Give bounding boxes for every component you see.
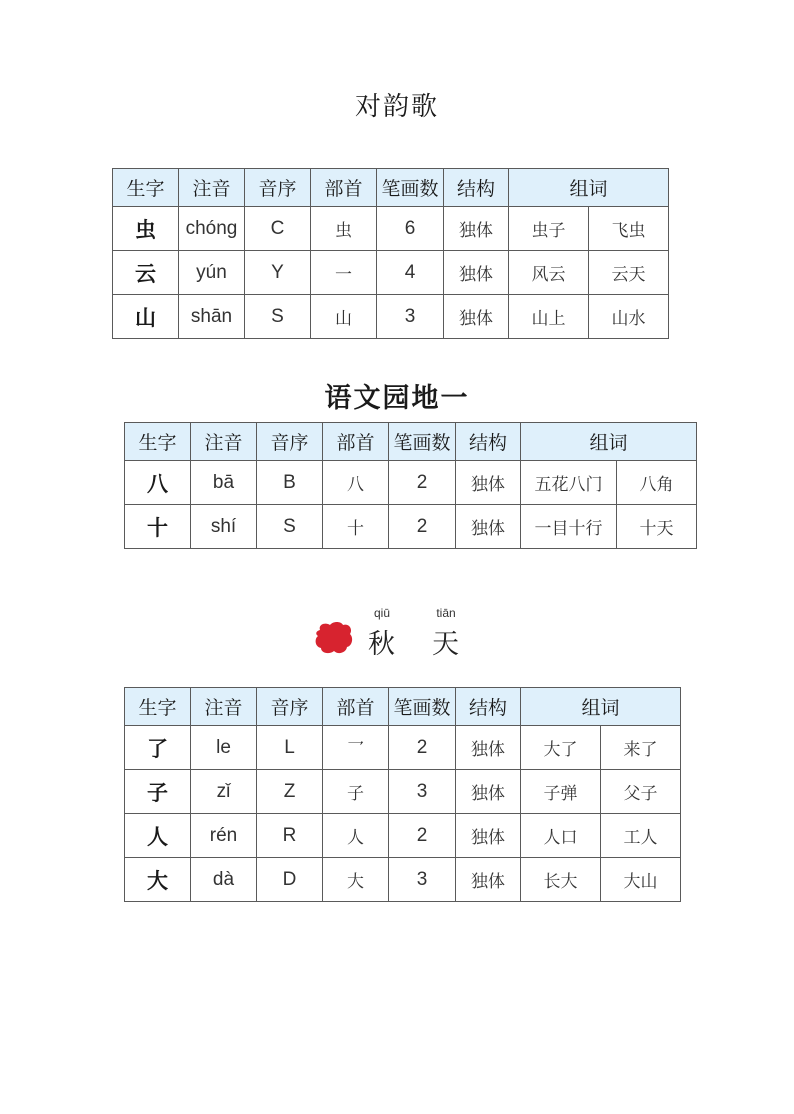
bushou-cell: 乛 [323, 726, 389, 770]
word-cell: 飞虫 [589, 207, 669, 251]
char-cell: 子 [125, 770, 191, 814]
lesson1-title: 对韵歌 [354, 92, 439, 122]
lesson3-table [124, 687, 681, 902]
bushou-cell: 八 [323, 461, 389, 505]
bushou-cell: 十 [323, 505, 389, 549]
header-cell: 音序 [257, 423, 323, 461]
header-cell: 笔画数 [389, 688, 456, 726]
yinxu-cell: S [245, 295, 311, 339]
word-cell: 大山 [601, 858, 681, 902]
char-cell: 人 [125, 814, 191, 858]
yinxu-cell: Z [257, 770, 323, 814]
header-cell: 音序 [257, 688, 323, 726]
header-cell: 结构 [444, 169, 509, 207]
bihua-cell: 4 [377, 251, 444, 295]
word-cell: 风云 [509, 251, 589, 295]
pinyin-cell: le [191, 726, 257, 770]
jiegou-cell: 独体 [456, 814, 521, 858]
jiegou-cell: 独体 [456, 858, 521, 902]
word-cell: 工人 [601, 814, 681, 858]
bihua-cell: 2 [389, 461, 456, 505]
char-cell: 大 [125, 858, 191, 902]
yinxu-cell: S [257, 505, 323, 549]
word-cell: 山水 [589, 295, 669, 339]
pinyin-cell: yún [179, 251, 245, 295]
bihua-cell: 3 [377, 295, 444, 339]
title-pinyin: qiū [373, 606, 390, 620]
char-cell: 山 [113, 295, 179, 339]
table-row [125, 814, 681, 858]
yinxu-cell: B [257, 461, 323, 505]
header-cell: 注音 [191, 688, 257, 726]
header-cell: 部首 [323, 688, 389, 726]
lesson3-title [0, 604, 794, 664]
char-cell: 云 [113, 251, 179, 295]
jiegou-cell: 独体 [456, 461, 521, 505]
title-pinyin: tiān [436, 606, 456, 620]
pinyin-cell: bā [191, 461, 257, 505]
bushou-cell: 山 [311, 295, 377, 339]
bushou-cell: 大 [323, 858, 389, 902]
table-row [113, 207, 669, 251]
header-cell: 组词 [521, 688, 681, 726]
bihua-cell: 2 [389, 814, 456, 858]
header-cell: 生字 [125, 423, 191, 461]
word-cell: 十天 [617, 505, 697, 549]
bushou-cell: 人 [323, 814, 389, 858]
char-cell: 了 [125, 726, 191, 770]
jiegou-cell: 独体 [444, 207, 509, 251]
table-row [125, 726, 681, 770]
word-cell: 来了 [601, 726, 681, 770]
yinxu-cell: L [257, 726, 323, 770]
header-cell: 笔画数 [377, 169, 444, 207]
bushou-cell: 子 [323, 770, 389, 814]
word-cell: 父子 [601, 770, 681, 814]
table-row [125, 770, 681, 814]
bushou-cell: 一 [311, 251, 377, 295]
pinyin-cell: shān [179, 295, 245, 339]
table-row [113, 251, 669, 295]
header-cell: 结构 [456, 688, 521, 726]
table-row [125, 461, 697, 505]
yinxu-cell: Y [245, 251, 311, 295]
header-cell: 组词 [521, 423, 697, 461]
table-header-row [113, 169, 669, 207]
header-cell: 注音 [179, 169, 245, 207]
bushou-cell: 虫 [311, 207, 377, 251]
bihua-cell: 2 [389, 505, 456, 549]
jiegou-cell: 独体 [456, 726, 521, 770]
pinyin-cell: zǐ [191, 770, 257, 814]
yinxu-cell: C [245, 207, 311, 251]
word-cell: 五花八门 [521, 461, 617, 505]
header-cell: 部首 [323, 423, 389, 461]
word-cell: 人口 [521, 814, 601, 858]
word-cell: 八角 [617, 461, 697, 505]
bihua-cell: 2 [389, 726, 456, 770]
jiegou-cell: 独体 [456, 770, 521, 814]
lesson2-table [124, 422, 697, 549]
table-row [125, 505, 697, 549]
header-cell: 组词 [509, 169, 669, 207]
header-cell: 音序 [245, 169, 311, 207]
word-cell: 长大 [521, 858, 601, 902]
pinyin-cell: dà [191, 858, 257, 902]
jiegou-cell: 独体 [444, 295, 509, 339]
red-blob-icon [314, 620, 354, 656]
table-row [125, 858, 681, 902]
pinyin-cell: chóng [179, 207, 245, 251]
yinxu-cell: R [257, 814, 323, 858]
header-cell: 生字 [125, 688, 191, 726]
char-cell: 八 [125, 461, 191, 505]
table-header-row [125, 688, 681, 726]
table-header-row [125, 423, 697, 461]
word-cell: 云天 [589, 251, 669, 295]
bihua-cell: 3 [389, 770, 456, 814]
word-cell: 一目十行 [521, 505, 617, 549]
word-cell: 大了 [521, 726, 601, 770]
word-cell: 虫子 [509, 207, 589, 251]
word-cell: 子弹 [521, 770, 601, 814]
yinxu-cell: D [257, 858, 323, 902]
pinyin-cell: rén [191, 814, 257, 858]
char-cell: 虫 [113, 207, 179, 251]
word-cell: 山上 [509, 295, 589, 339]
header-cell: 结构 [456, 423, 521, 461]
pinyin-cell: shí [191, 505, 257, 549]
header-cell: 笔画数 [389, 423, 456, 461]
header-cell: 部首 [311, 169, 377, 207]
jiegou-cell: 独体 [456, 505, 521, 549]
jiegou-cell: 独体 [444, 251, 509, 295]
header-cell: 注音 [191, 423, 257, 461]
lesson1-table [112, 168, 669, 339]
lesson2-title: 语文园地一 [324, 383, 470, 414]
bihua-cell: 6 [377, 207, 444, 251]
title-char: 秋 [368, 629, 395, 660]
table-row [113, 295, 669, 339]
bihua-cell: 3 [389, 858, 456, 902]
char-cell: 十 [125, 505, 191, 549]
header-cell: 生字 [113, 169, 179, 207]
title-char: 天 [432, 629, 459, 660]
